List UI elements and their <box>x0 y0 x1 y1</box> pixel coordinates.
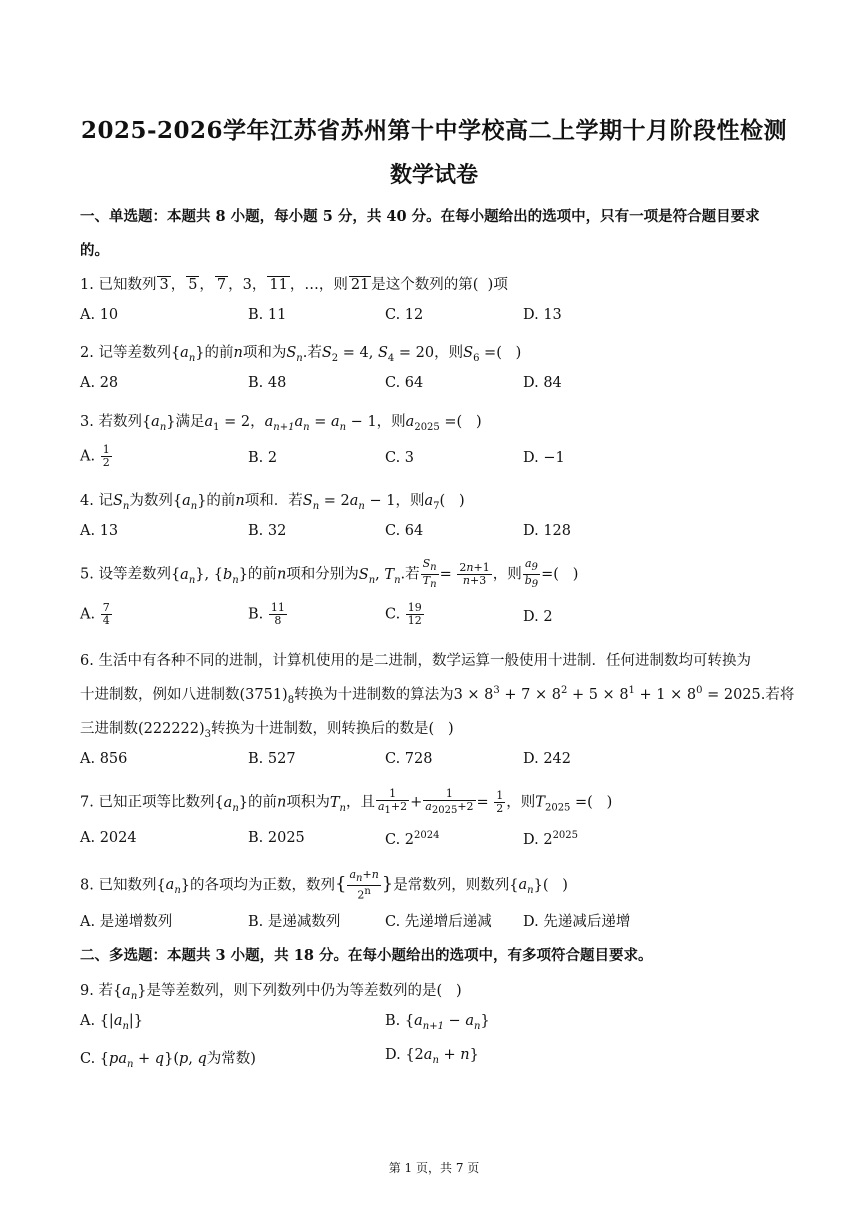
q7-option-a: A. 2024 <box>80 830 137 846</box>
q5-option-c: C. $\frac{19}{12}$ <box>385 601 422 627</box>
question-2: 2. 记等差数列$\{a_n\}$的前n项和为$S_n$.若$S_2 = 4$, $S_4 = 20$，则$S_6$ =( ) <box>80 345 522 364</box>
q6-option-b: B. 527 <box>248 751 296 767</box>
question-6-line2: 十进制数，例如八进制数$(3751)_8$转换为十进制数的算法为$3 \times 8^3 + 7 \times 8^2 + 5 \times 8^1 + 1 \times 8^0 = 2025$.若将 <box>80 685 795 706</box>
q1-option-c: C. 12 <box>385 307 424 323</box>
q2-option-c: C. 64 <box>385 375 424 391</box>
section2-header: 二、多选题：本题共 3 小题，共 18 分。在每小题给出的选项中，有多项符合题目要求。 <box>80 947 653 964</box>
q8-option-b: B. 是递减数列 <box>248 914 341 930</box>
question-4: 4. 记$S_n$为数列$\{a_n\}$的前n项和．若$S_n = 2a_n - 1$，则$a_7$( ) <box>80 493 465 512</box>
q3-option-c: C. 3 <box>385 450 415 466</box>
q4-option-d: D. 128 <box>523 523 572 539</box>
question-6-line3: 三进制数$(222222)_3$转换为十进制数，则转换后的数是( ) <box>80 721 454 740</box>
page-footer: 第 1 页，共 7 页 <box>388 1161 480 1175</box>
question-5: 5. 设等差数列$\{a_n\}$, $\{b_n\}$的前n项和分别为$S_n$, $T_n$.若 $\frac{S_n}{T_n}$ = $\frac{2n+1}{n+3}$ ，则 $\frac{a_9}{b_9}$ =( ) <box>80 557 579 591</box>
q8-option-a: A. 是递增数列 <box>80 914 173 930</box>
q2-option-a: A. 28 <box>80 375 119 391</box>
q7-option-b: B. 2025 <box>248 830 305 846</box>
q6-option-c: C. 728 <box>385 751 433 767</box>
q9-option-c: C. $\{pa_n + q\}(p$, q为常数) <box>80 1051 256 1070</box>
q1-option-a: A. 10 <box>80 307 119 323</box>
q7-option-d: D. $2^{2025}$ <box>523 830 579 848</box>
q7-option-c: C. $2^{2024}$ <box>385 830 440 848</box>
q2-option-d: D. 84 <box>523 375 562 391</box>
q3-option-d: D. −1 <box>523 450 565 466</box>
q4-option-c: C. 64 <box>385 523 424 539</box>
question-9: 9. 若$\{a_n\}$是等差数列，则下列数列中仍为等差数列的是( ) <box>80 983 462 1002</box>
exam-title: 2025-2026学年江苏省苏州第十中学校高二上学期十月阶段性检测 <box>80 117 788 144</box>
question-6-line1: 6. 生活中有各种不同的进制，计算机使用的是二进制，数学运算一般使用十进制．任何进制数均可转换为 <box>80 653 751 669</box>
q5-option-d: D. 2 <box>523 609 553 625</box>
question-7: 7. 已知正项等比数列$\{a_n\}$的前n项积为$T_n$，且 $\frac{1}{a_1+2}$ + $\frac{1}{a_{2025}+2}$ = $\frac{1}{2}$ ，则$T_{2025}$ =( ) <box>80 787 613 817</box>
q1-option-d: D. 13 <box>523 307 562 323</box>
q9-option-d: D. $\{2a_n + n\}$ <box>385 1047 479 1066</box>
q8-option-d: D. 先递减后递增 <box>523 914 631 930</box>
exam-subtitle: 数学试卷 <box>389 162 478 188</box>
question-3: 3. 若数列$\{a_n\}$满足$a_1 = 2$，$a_{n+1}a_n = a_n - 1$，则$a_{2025}$ =( ) <box>80 414 482 433</box>
q5-option-a: A. $\frac{7}{4}$ <box>80 601 110 627</box>
question-8: 8. 已知数列$\{a_n\}$的各项均为正数，数列{ $\frac{a_n+n}{2^n}$ }是常数列，则数列$\{a_n\}$( ) <box>80 868 568 902</box>
section1-header-line1: 一、单选题：本题共 8 小题，每小题 5 分，共 40 分。在每小题给出的选项中，只有一项是符合题目要求 <box>80 208 760 225</box>
q9-option-b: B. $\{a_{n+1} - a_n\}$ <box>385 1013 490 1032</box>
q5-option-b: B. $\frac{11}{8}$ <box>248 601 285 627</box>
q3-option-b: B. 2 <box>248 450 278 466</box>
q4-option-a: A. 13 <box>80 523 119 539</box>
question-1: 1. 已知数列 3 ， 5 ， 7 ，3， 11 ，…，则 21 是这个数列的第( )项 <box>80 277 508 293</box>
q8-option-c: C. 先递增后递减 <box>385 914 492 930</box>
q2-option-b: B. 48 <box>248 375 287 391</box>
section1-header-line2: 的。 <box>80 242 109 259</box>
q3-option-a: A. $\frac{1}{2}$ <box>80 443 110 469</box>
q4-option-b: B. 32 <box>248 523 287 539</box>
q6-option-d: D. 242 <box>523 751 572 767</box>
q1-option-b: B. 11 <box>248 307 287 323</box>
q6-option-a: A. 856 <box>80 751 128 767</box>
q9-option-a: A. $\{|a_n|\}$ <box>80 1013 144 1032</box>
